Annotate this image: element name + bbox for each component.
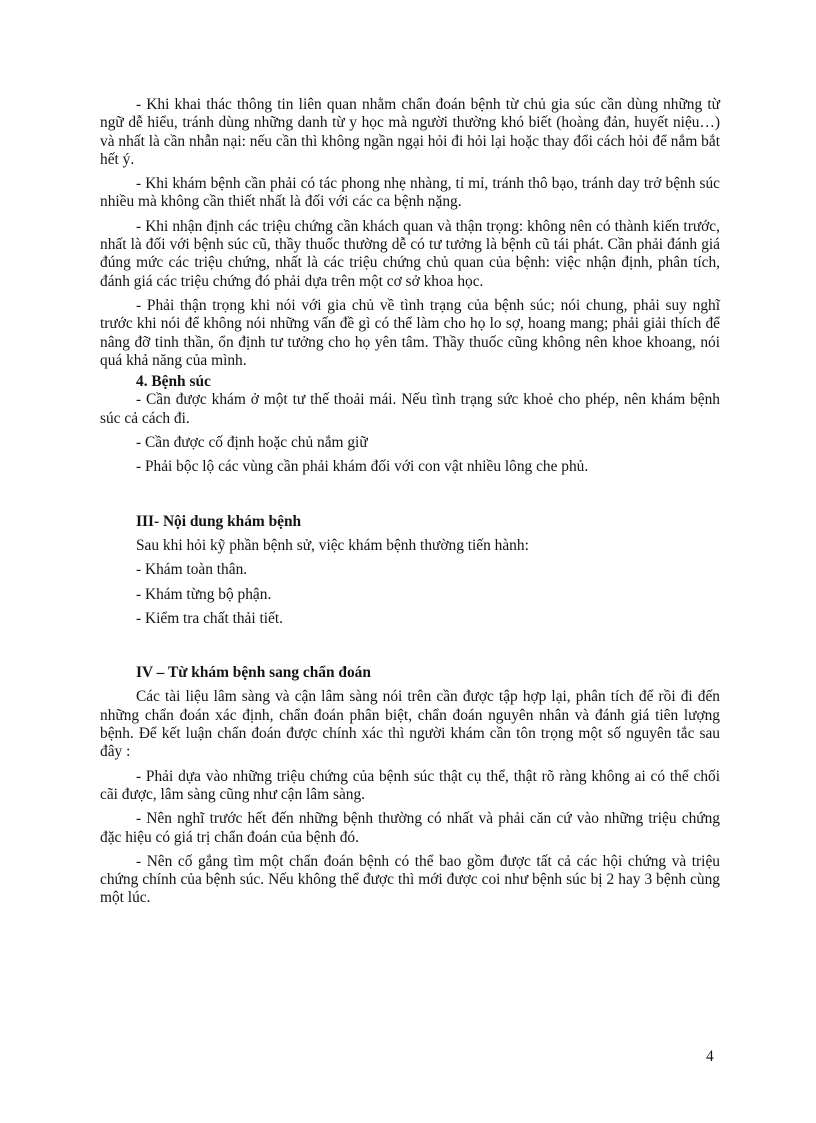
section-iv-heading: IV – Từ khám bệnh sang chẩn đoán — [136, 664, 371, 682]
paragraph-intro-2: - Khi khám bệnh cần phải có tác phong nhẹ nhàng, tỉ mỉ, tránh thô bạo, tránh day trở bệnh súc nhiều mà không cần thiết nhất là đối với các ca bệnh nặng. — [100, 175, 720, 211]
paragraph-iv-2: - Phải dựa vào những triệu chứng của bệnh súc thật cụ thể, thật rõ ràng không ai có thể chối cãi được, lâm sàng cũng như cận lâm sàng. — [100, 767, 720, 803]
paragraph-iv-1: Các tài liệu lâm sàng và cận lâm sàng nói trên cần được tập hợp lại, phân tích để rồi đi đến những chẩn đoán xác định, chẩn đoán phân biệt, chẩn đoán nguyên nhân và đánh giá tiên lượng bệnh. Để kết luận chẩn đoán được chính xác thì người khám cần tôn trọng một số nguyên tắc sau đây : — [100, 688, 720, 761]
paragraph-s4-2: - Cần được cố định hoặc chủ nắm giữ — [136, 434, 368, 452]
paragraph-s3-3: - Khám từng bộ phận. — [136, 585, 272, 603]
paragraph-s3-2: - Khám toàn thân. — [136, 561, 248, 579]
paragraph-s4-1: - Cần được khám ở một tư thế thoải mái. Nếu tình trạng sức khoẻ cho phép, nên khám bệnh súc cả cách đi. — [100, 391, 720, 427]
paragraph-intro-3: - Khi nhận định các triệu chứng cần khách quan và thận trọng: không nên có thành kiến trước, nhất là đối với bệnh súc cũ, thầy thuốc thường dễ có tư tưởng là bệnh cũ tái phát. Cần phải đánh giá đúng mức các triệu chứng, nhất là các triệu chứng chủ quan của bệnh: việc nhận định, phân tích, đánh giá các triệu chứng đó phải dựa trên một cơ sở khoa học. — [100, 217, 720, 290]
paragraph-s3-4: - Kiểm tra chất thải tiết. — [136, 609, 284, 627]
page-number: 4 — [706, 1048, 714, 1065]
paragraph-intro-1: - Khi khai thác thông tin liên quan nhằm chẩn đoán bệnh từ chủ gia súc cần dùng những từ ngữ dễ hiểu, tránh dùng những danh từ y học mà người thường khó biết (hoàng đản, huyết niệu…) và nhất là cần nhẫn nại: nếu cần thì không ngần ngại hỏi đi hỏi lại hoặc thay đổi cách hỏi để nắm bắt hết ý. — [100, 96, 720, 168]
section-3-heading: III- Nội dung khám bệnh — [136, 512, 302, 530]
paragraph-iv-3: - Nên nghĩ trước hết đến những bệnh thường có nhất và phải căn cứ vào những triệu chứng đặc hiệu có giá trị chẩn đoán của bệnh đó. — [100, 810, 720, 846]
paragraph-s4-3: - Phải bộc lộ các vùng cần phải khám đối với con vật nhiều lông che phủ. — [136, 458, 589, 476]
paragraph-iv-4: - Nên cố gắng tìm một chẩn đoán bệnh có thể bao gồm được tất cả các hội chứng và triệu chứng chính của bệnh súc. Nếu không thể được thì mới được coi như bệnh súc bị 2 hay 3 bệnh cùng một lúc. — [100, 852, 720, 907]
document-page — [100, 96, 720, 908]
paragraph-intro-4: - Phải thận trọng khi nói với gia chủ về tình trạng của bệnh súc; nói chung, phải suy nghĩ trước khi nói để không nói những vấn đề gì có thể làm cho họ lo sợ, hoang mang; phải giải thích để nâng đỡ tinh thần, ổn định tư tưởng cho họ yên tâm. Thầy thuốc cũng không nên khoe khoang, nói quá khả năng của mình. — [100, 296, 720, 369]
paragraph-s3-1: Sau khi hỏi kỹ phần bệnh sử, việc khám bệnh thường tiến hành: — [136, 536, 529, 554]
section-4-heading: 4. Bệnh súc — [136, 373, 211, 391]
